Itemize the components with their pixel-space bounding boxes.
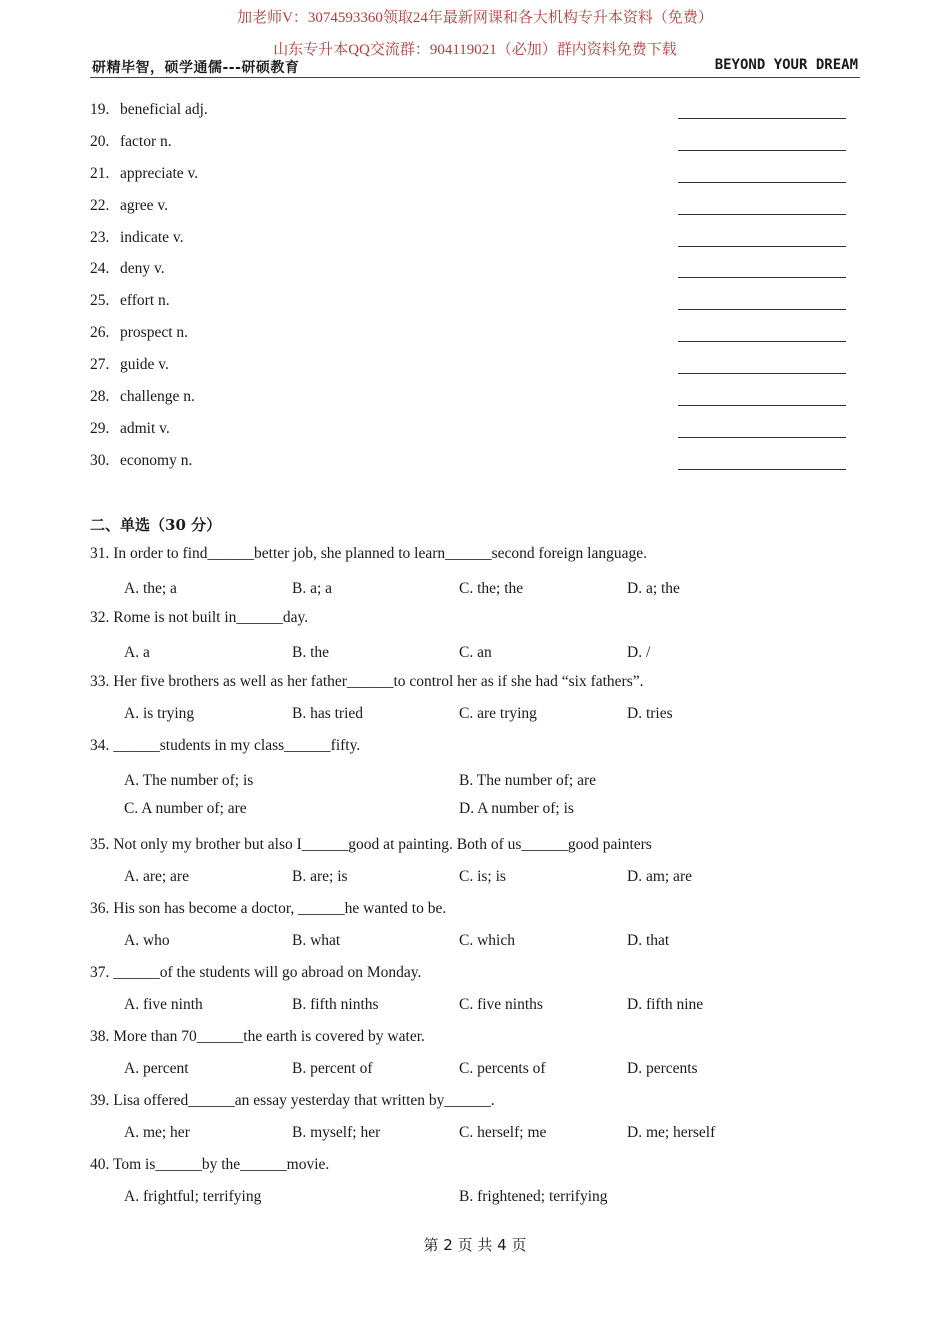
option-b[interactable]: B. what: [292, 932, 341, 949]
vocab-word: prospect n.: [120, 324, 189, 342]
answer-blank[interactable]: [678, 437, 846, 438]
vocab-item: [90, 98, 846, 130]
vocab-word: admit v.: [120, 419, 170, 437]
vocab-word: appreciate v.: [120, 164, 199, 182]
option-c[interactable]: C. is; is: [459, 868, 506, 885]
question-stem: 39. Lisa offered______an essay yesterday that written by______.: [90, 1092, 495, 1109]
vocab-item: [90, 449, 846, 481]
vocab-number: 19.: [90, 101, 110, 118]
answer-blank[interactable]: [678, 246, 846, 247]
option-c[interactable]: C. the; the: [459, 580, 524, 597]
answer-blank[interactable]: [678, 341, 846, 342]
question-stem: 32. Rome is not built in______day.: [90, 609, 309, 626]
question-stem: 38. More than 70______the earth is covered by water.: [90, 1028, 425, 1045]
answer-blank[interactable]: [678, 373, 846, 374]
option-a[interactable]: A. are; are: [124, 868, 189, 885]
vocab-item: [90, 321, 846, 353]
answer-blank[interactable]: [678, 277, 846, 278]
promo-line-2: 山东专升本QQ交流群：904119021（必加）群内资料免费下载: [273, 42, 677, 58]
option-b[interactable]: B. percent of: [292, 1060, 373, 1077]
option-a[interactable]: A. me; her: [124, 1124, 190, 1141]
vocab-number: 30.: [90, 451, 110, 469]
question-stem: 31. In order to find______better job, she planned to learn______second foreign language.: [90, 545, 647, 562]
option-a[interactable]: A. five ninth: [124, 996, 203, 1013]
vocab-number: 23.: [90, 228, 110, 246]
option-d[interactable]: D. percents: [627, 1060, 698, 1077]
option-d[interactable]: D. fifth nine: [627, 996, 704, 1013]
option-a[interactable]: A. frightful; terrifying: [124, 1188, 262, 1205]
vocab-list: [90, 98, 846, 481]
option-a[interactable]: A. is trying: [124, 705, 195, 722]
option-d[interactable]: D. A number of; is: [459, 800, 574, 817]
vocab-number: 26.: [90, 324, 110, 342]
vocab-item: [90, 226, 846, 258]
option-b[interactable]: B. The number of; are: [459, 772, 597, 789]
vocab-number: 25.: [90, 292, 110, 310]
vocab-item: [90, 257, 846, 289]
option-b[interactable]: B. fifth ninths: [292, 996, 379, 1013]
option-c[interactable]: C. A number of; are: [124, 800, 247, 817]
answer-blank[interactable]: [678, 405, 846, 406]
vocab-item: [90, 385, 846, 417]
option-b[interactable]: B. are; is: [292, 868, 348, 885]
answer-blank[interactable]: [678, 309, 846, 310]
vocab-item: [90, 130, 846, 162]
option-b[interactable]: B. the: [292, 644, 330, 661]
option-d[interactable]: D. me; herself: [627, 1124, 716, 1141]
question-stem: 36. His son has become a doctor, ______he wanted to be.: [90, 900, 447, 917]
option-c[interactable]: C. five ninths: [459, 996, 543, 1013]
header-motto: 研精毕智，硕学通儒---研硕教育: [92, 60, 300, 76]
question-stem: 35. Not only my brother but also I______good at painting. Both of us______good painters: [90, 836, 652, 853]
answer-blank[interactable]: [678, 118, 846, 119]
option-b[interactable]: B. myself; her: [292, 1124, 381, 1141]
vocab-item: [90, 162, 846, 194]
option-c[interactable]: C. herself; me: [459, 1124, 547, 1141]
vocab-number: 24.: [90, 260, 110, 278]
vocab-number: 28.: [90, 388, 110, 406]
answer-blank[interactable]: [678, 469, 846, 470]
vocab-word: challenge n.: [120, 388, 195, 406]
option-c[interactable]: C. which: [459, 932, 515, 949]
vocab-number: 22.: [90, 196, 110, 214]
option-a[interactable]: A. percent: [124, 1060, 189, 1077]
vocab-item: [90, 417, 846, 449]
option-a[interactable]: A. The number of; is: [124, 772, 254, 789]
vocab-item: [90, 353, 846, 385]
vocab-number: 21.: [90, 164, 110, 182]
option-d[interactable]: D. /: [627, 644, 651, 661]
vocab-word: effort n.: [120, 292, 170, 310]
vocab-word: indicate v.: [120, 228, 184, 246]
option-a[interactable]: A. who: [124, 932, 170, 949]
option-a[interactable]: A. the; a: [124, 580, 177, 597]
option-d[interactable]: D. am; are: [627, 868, 692, 885]
option-d[interactable]: D. a; the: [627, 580, 680, 597]
answer-blank[interactable]: [678, 214, 846, 215]
question-stem: 37. ______of the students will go abroad on Monday.: [90, 964, 422, 981]
promo-line-1: 加老师V：3074593360领取24年最新网课和各大机构专升本资料（免费）: [237, 10, 713, 26]
option-c[interactable]: C. an: [459, 644, 492, 661]
option-d[interactable]: D. that: [627, 932, 670, 949]
vocab-number: 29.: [90, 419, 110, 437]
question-stem: 40. Tom is______by the______movie.: [90, 1156, 330, 1173]
option-c[interactable]: C. percents of: [459, 1060, 546, 1077]
header-divider: [90, 77, 860, 78]
option-b[interactable]: B. a; a: [292, 580, 333, 597]
option-c[interactable]: C. are trying: [459, 705, 537, 722]
answer-blank[interactable]: [678, 150, 846, 151]
vocab-item: [90, 194, 846, 226]
vocab-number: 20.: [90, 132, 110, 150]
vocab-word: factor n.: [120, 132, 172, 150]
question-stem: 33. Her five brothers as well as her father______to control her as if she had “six fathers”.: [90, 673, 644, 690]
vocab-item: [90, 289, 846, 321]
question-stem: 34. ______students in my class______fifty.: [90, 737, 361, 754]
option-d[interactable]: D. tries: [627, 705, 673, 722]
option-a[interactable]: A. a: [124, 644, 150, 661]
vocab-word: beneficial adj.: [120, 101, 208, 118]
option-b[interactable]: B. frightened; terrifying: [459, 1188, 608, 1205]
vocab-word: guide v.: [120, 356, 169, 374]
vocab-word: deny v.: [120, 260, 165, 278]
vocab-word: agree v.: [120, 196, 169, 214]
answer-blank[interactable]: [678, 182, 846, 183]
header-slogan: BEYOND YOUR DREAM: [714, 57, 858, 73]
page-footer: 第 2 页 共 4 页: [423, 1236, 527, 1254]
vocab-word: economy n.: [120, 451, 193, 469]
section-title: 二、单选（30 分）: [90, 516, 222, 534]
option-b[interactable]: B. has tried: [292, 705, 364, 722]
vocab-number: 27.: [90, 356, 110, 374]
